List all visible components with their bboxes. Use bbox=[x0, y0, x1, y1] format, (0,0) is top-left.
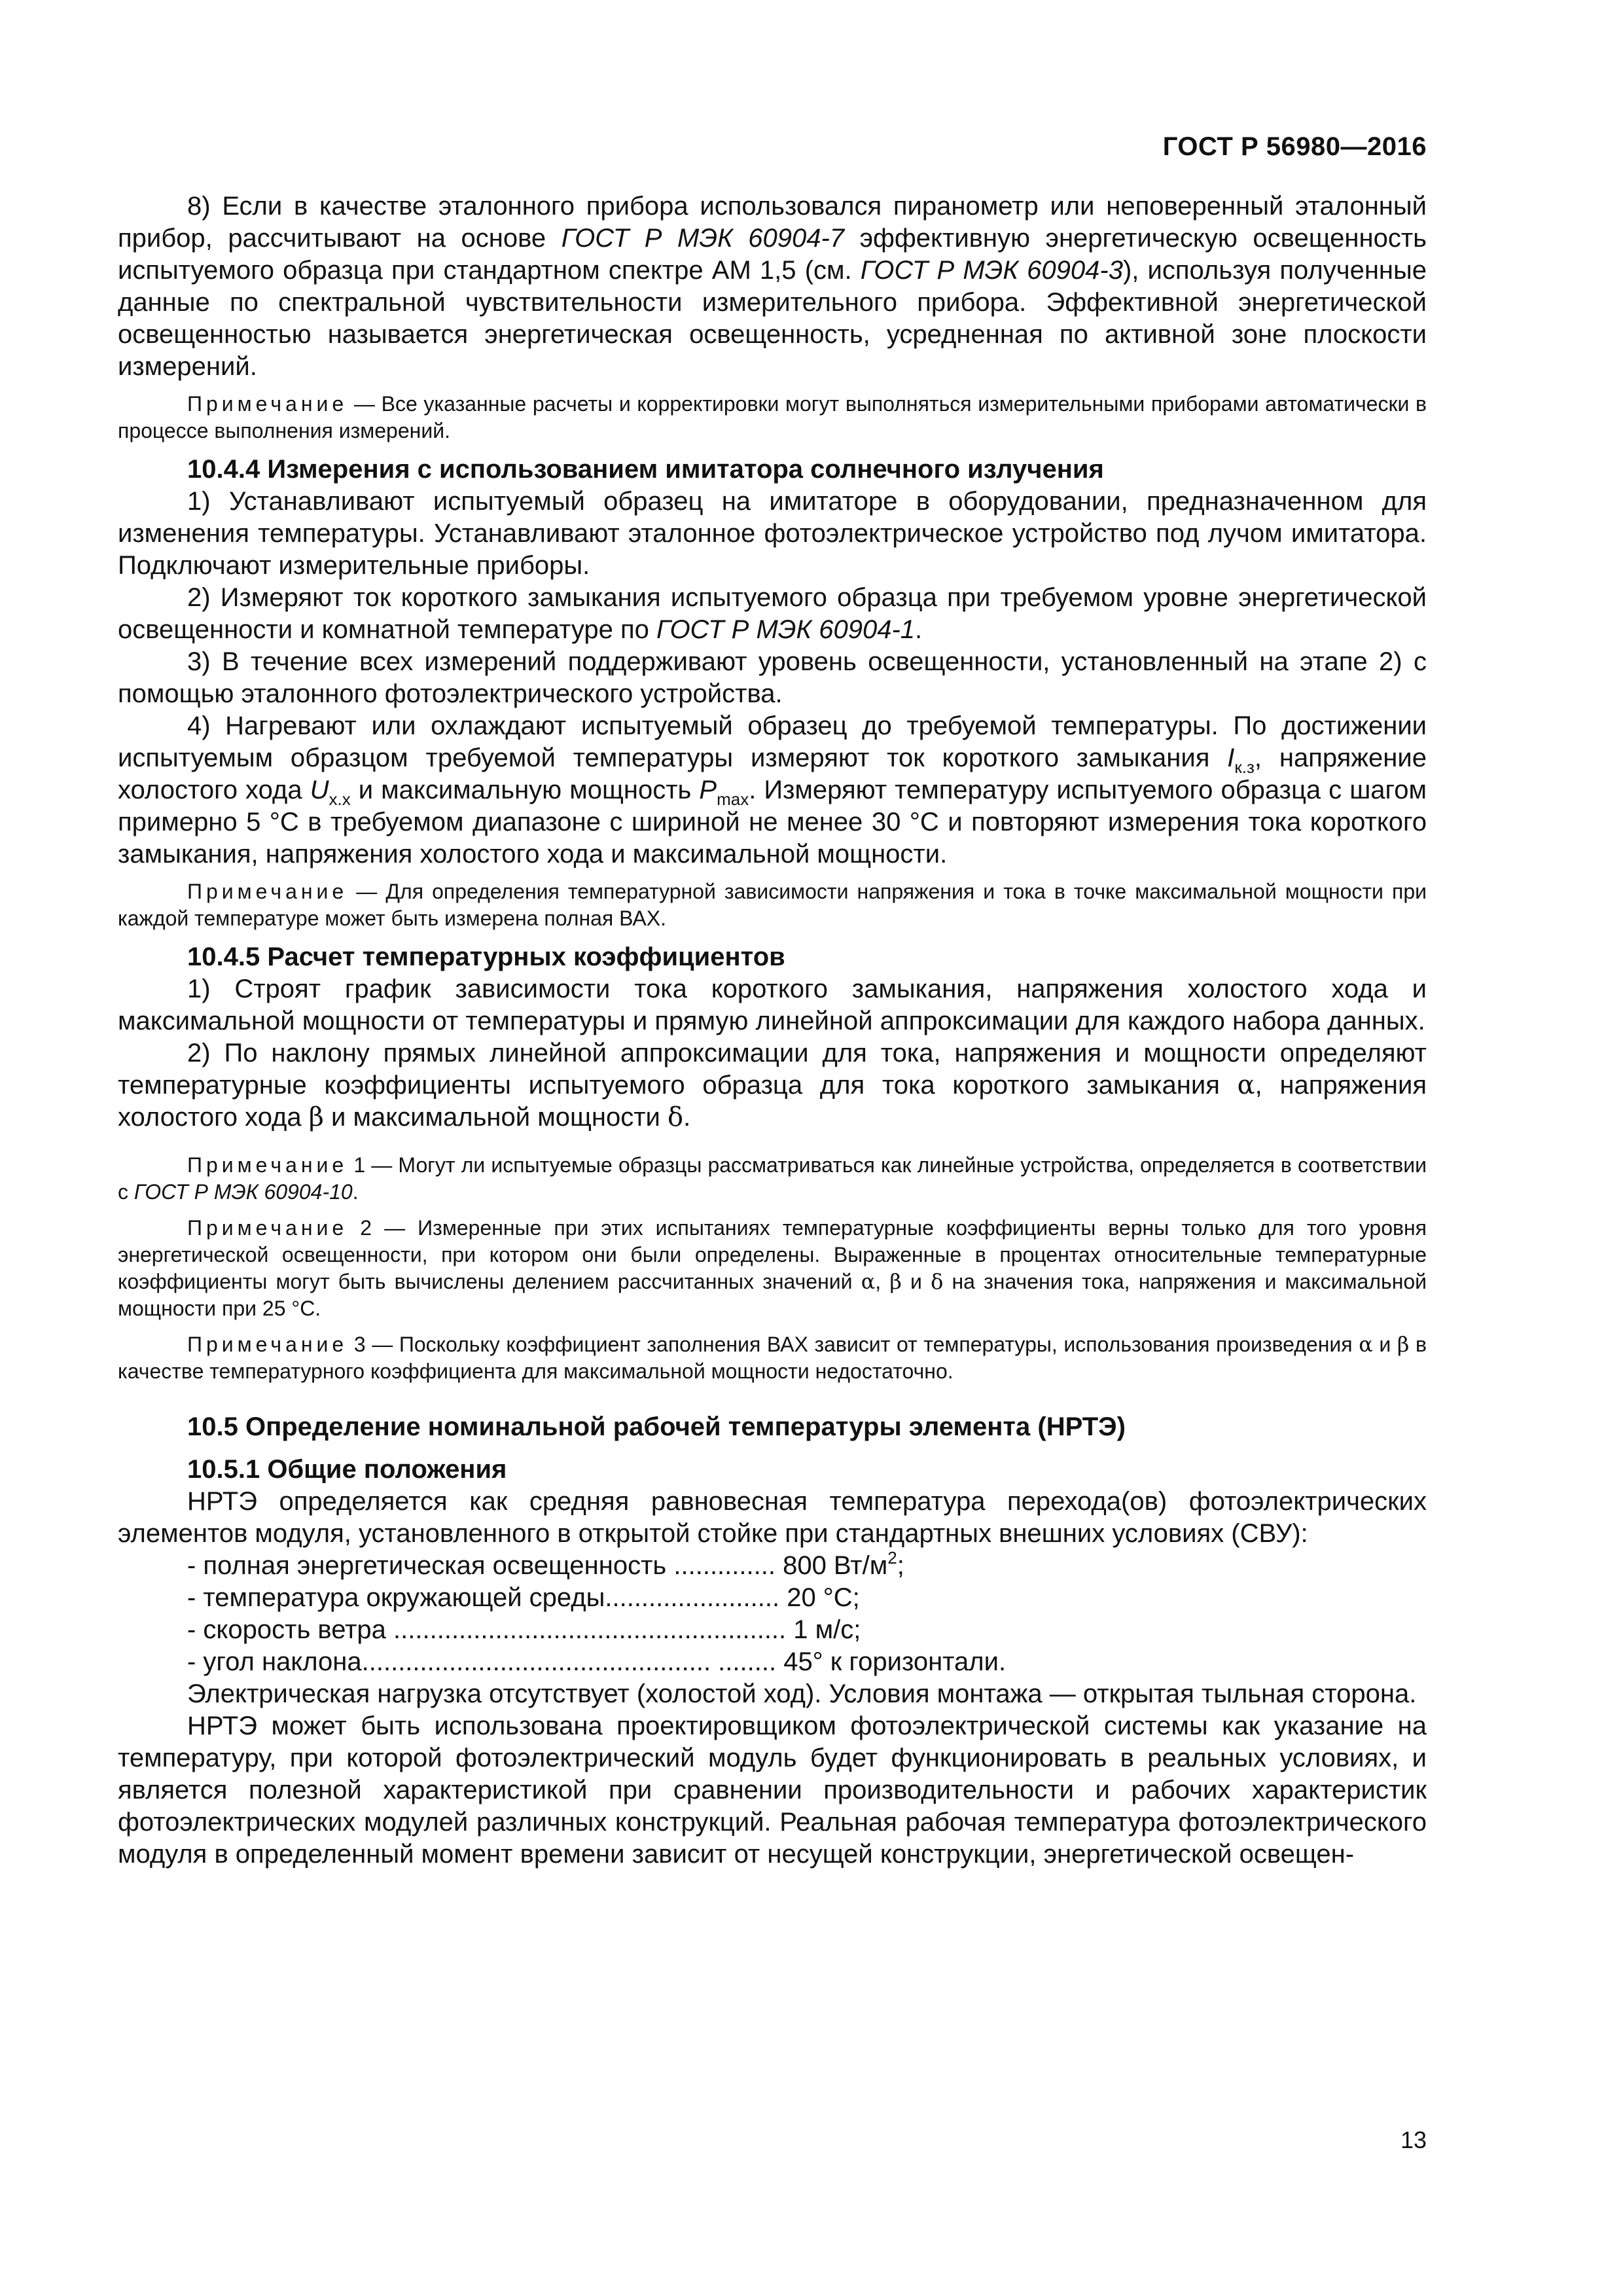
text-span: ), используя полученные данные по спектральной чувствительности измерительного прибора. Эффективной энергетической освещенностью называется энергетическая освещенность, усредненная по активной зоне плоскости измерений. bbox=[118, 256, 1427, 381]
list-item-value: 1 м/с; bbox=[786, 1615, 861, 1644]
paragraph-8 bbox=[118, 190, 1427, 383]
note-label: Примечание bbox=[187, 1333, 348, 1356]
text-span: . bbox=[683, 1103, 691, 1132]
list-item-value: 20 °С; bbox=[779, 1583, 860, 1612]
note-label: Примечание bbox=[187, 1153, 348, 1177]
standard-reference: ГОСТ Р МЭК 60904-10 bbox=[134, 1180, 353, 1204]
text-span: . Измеряют температуру испытуемого образца с шагом примерно 5 °С в требуемом диапазоне с шириной не менее 30 °С и повторяют измерения тока короткого замыкания, напряжения холостого хода и максимальной мощности. bbox=[118, 776, 1427, 869]
list-item-label: - полная энергетическая освещенность .............. bbox=[187, 1551, 776, 1580]
note-text: Поскольку коэффициент заполнения ВАХ зависит от температуры, использования произведения bbox=[399, 1333, 1359, 1356]
paragraph: Электрическая нагрузка отсутствует (холостой ход). Условия монтажа — открытая тыльная сторона. bbox=[187, 1679, 1417, 1708]
subscript: к.з bbox=[1234, 757, 1255, 777]
paragraph: НРТЭ определяется как средняя равновесная температура перехода(ов) фотоэлектрических элементов модуля, установленного в открытой стойке при стандартных внешних условиях (СВУ): bbox=[118, 1487, 1427, 1548]
greek-alpha: α bbox=[1237, 1070, 1255, 1100]
text-span: и максимальную мощность bbox=[350, 776, 700, 804]
greek-delta: δ bbox=[668, 1102, 684, 1132]
note-text: и bbox=[901, 1270, 931, 1293]
paragraph: 3) В течение всех измерений поддерживают уровень освещенности, установленный на этапе 2) с помощью эталонного фотоэлектрического устройства. bbox=[118, 647, 1427, 708]
section-10-5-heading: 10.5 Определение номинальной рабочей температуры элемента (НРТЭ) bbox=[187, 1412, 1126, 1441]
list-item-label: - скорость ветра ...................................................... bbox=[187, 1615, 787, 1644]
paragraph bbox=[118, 1037, 1427, 1134]
list-item bbox=[118, 1582, 1427, 1614]
section-10-4-4-heading: 10.4.4 Измерения с использованием имитатора солнечного излучения bbox=[187, 455, 1104, 484]
superscript: 2 bbox=[887, 1548, 897, 1568]
note-number: 3 — bbox=[348, 1333, 399, 1356]
text-span: 8) Если в качестве эталонного прибора использовался пиранометр или неповеренный эталонный прибор, рассчитывают на основе bbox=[118, 192, 1427, 253]
page-number: 13 bbox=[1400, 2126, 1427, 2153]
greek-alpha: α bbox=[1359, 1332, 1373, 1357]
text-span: , напряжения холостого хода bbox=[118, 1071, 1427, 1132]
subscript: max bbox=[717, 789, 749, 809]
section-10-4-5-heading: 10.4.5 Расчет температурных коэффициентов bbox=[187, 942, 785, 971]
symbol-i: I bbox=[1227, 744, 1235, 772]
list-item bbox=[118, 1550, 1427, 1582]
note-1 bbox=[118, 391, 1427, 444]
note-text: , bbox=[875, 1270, 890, 1293]
text-span: , напряжение холостого хода bbox=[118, 744, 1427, 804]
paragraph bbox=[118, 710, 1427, 870]
note-2 bbox=[118, 878, 1427, 932]
list-item-label: - температура окружающей среды........................ bbox=[187, 1583, 780, 1612]
note-text: — Для определения температурной зависимости напряжения и тока в точке максимальной мощности при каждой температуре может быть измерена полная ВАХ. bbox=[118, 880, 1427, 930]
list-item-value: 800 Вт/м bbox=[775, 1551, 888, 1580]
note-text: — Все указанные расчеты и корректировки могут выполняться измерительными приборами автоматически в процессе выполнения измерений. bbox=[118, 392, 1427, 442]
paragraph: 1) Устанавливают испытуемый образец на имитаторе в оборудовании, предназначенном для изменения температуры. Устанавливают эталонное фотоэлектрическое устройство под лучом имитатора. Подключают измерительные приборы. bbox=[118, 487, 1427, 580]
list-item bbox=[118, 1614, 1427, 1646]
note-label: Примечание bbox=[187, 392, 348, 416]
text-span: эффективную энергетическую освещенность испытуемого образца при стандартном спектре АМ 1,5 (см. bbox=[118, 224, 1427, 285]
greek-beta: β bbox=[308, 1102, 324, 1132]
conditions-list bbox=[118, 1550, 1427, 1678]
note-text: Измеренные при этих испытаниях температурные коэффициенты верны только для того уровня энергетической освещенности, при котором они были определены. Выраженные в процентах относительные температурные коэффициенты могут быть вычислены делением рассчитанных значений bbox=[118, 1216, 1427, 1293]
document-header: ГОСТ Р 56980—2016 bbox=[1162, 132, 1427, 161]
note-5 bbox=[118, 1331, 1427, 1385]
list-item-label: - угол наклона................................................ ........ bbox=[187, 1647, 777, 1676]
subscript: х.х bbox=[329, 789, 351, 809]
standard-reference: ГОСТ Р МЭК 60904-1 bbox=[656, 615, 916, 644]
symbol-p: P bbox=[699, 776, 717, 804]
note-number: 1 — bbox=[348, 1153, 399, 1177]
standard-reference: ГОСТ Р МЭК 60904-7 bbox=[561, 224, 845, 253]
standard-reference: ГОСТ Р МЭК 60904-3 bbox=[860, 256, 1123, 285]
text-span: . bbox=[915, 615, 923, 644]
note-text: в качестве температурного коэффициента для максимальной мощности недостаточно. bbox=[118, 1333, 1427, 1383]
greek-beta: β bbox=[889, 1269, 902, 1294]
note-3 bbox=[118, 1152, 1427, 1206]
greek-beta: β bbox=[1397, 1332, 1410, 1357]
document-page bbox=[118, 131, 1427, 2193]
text-span: и максимальной мощности bbox=[323, 1103, 668, 1132]
note-label: Примечание bbox=[187, 880, 348, 903]
greek-delta: δ bbox=[931, 1269, 944, 1294]
paragraph: НРТЭ может быть использована проектировщиком фотоэлектрической системы как указание на температуру, при которой фотоэлектрический модуль будет функционировать в реальных условиях, и является полезной характеристикой при сравнении производительности и рабочих характеристик фотоэлектрических модулей различных конструкций. Реальная рабочая температура фотоэлектрического модуля в определенный момент времени зависит от несущей конструкции, энергетической освещен- bbox=[118, 1712, 1427, 1869]
list-item bbox=[118, 1646, 1427, 1678]
greek-alpha: α bbox=[861, 1269, 876, 1294]
list-item-end: ; bbox=[897, 1551, 904, 1580]
note-number: 2 — bbox=[348, 1216, 418, 1240]
section-10-5-1-heading: 10.5.1 Общие положения bbox=[187, 1455, 507, 1484]
text-span: 2) Измеряют ток короткого замыкания испытуемого образца при требуемом уровне энергетической освещенности и комнатной температуре по bbox=[118, 583, 1427, 644]
note-text: Могут ли испытуемые образцы рассматриваться как линейные устройства, определяется в соответствии с bbox=[118, 1153, 1427, 1204]
symbol-u: U bbox=[310, 776, 329, 804]
list-item-value: 45° к горизонтали. bbox=[776, 1647, 1007, 1676]
note-text: и bbox=[1372, 1333, 1397, 1356]
note-4 bbox=[118, 1215, 1427, 1322]
note-label: Примечание bbox=[187, 1216, 348, 1240]
paragraph bbox=[118, 582, 1427, 646]
note-text: . bbox=[352, 1180, 359, 1204]
text-span: 4) Нагревают или охлаждают испытуемый образец до требуемой температуры. По достижении испытуемым образцом требуемой температуры измеряют ток короткого замыкания bbox=[118, 711, 1427, 772]
text-span: 2) По наклону прямых линейной аппроксимации для тока, напряжения и мощности определяют температурные коэффициенты испытуемого образца для тока короткого замыкания bbox=[118, 1039, 1427, 1100]
note-text: на значения тока, напряжения и максимальной мощности при 25 °С. bbox=[118, 1270, 1427, 1320]
paragraph: 1) Строят график зависимости тока короткого замыкания, напряжения холостого хода и максимальной мощности от температуры и прямую линейной аппроксимации для каждого набора данных. bbox=[118, 975, 1427, 1035]
